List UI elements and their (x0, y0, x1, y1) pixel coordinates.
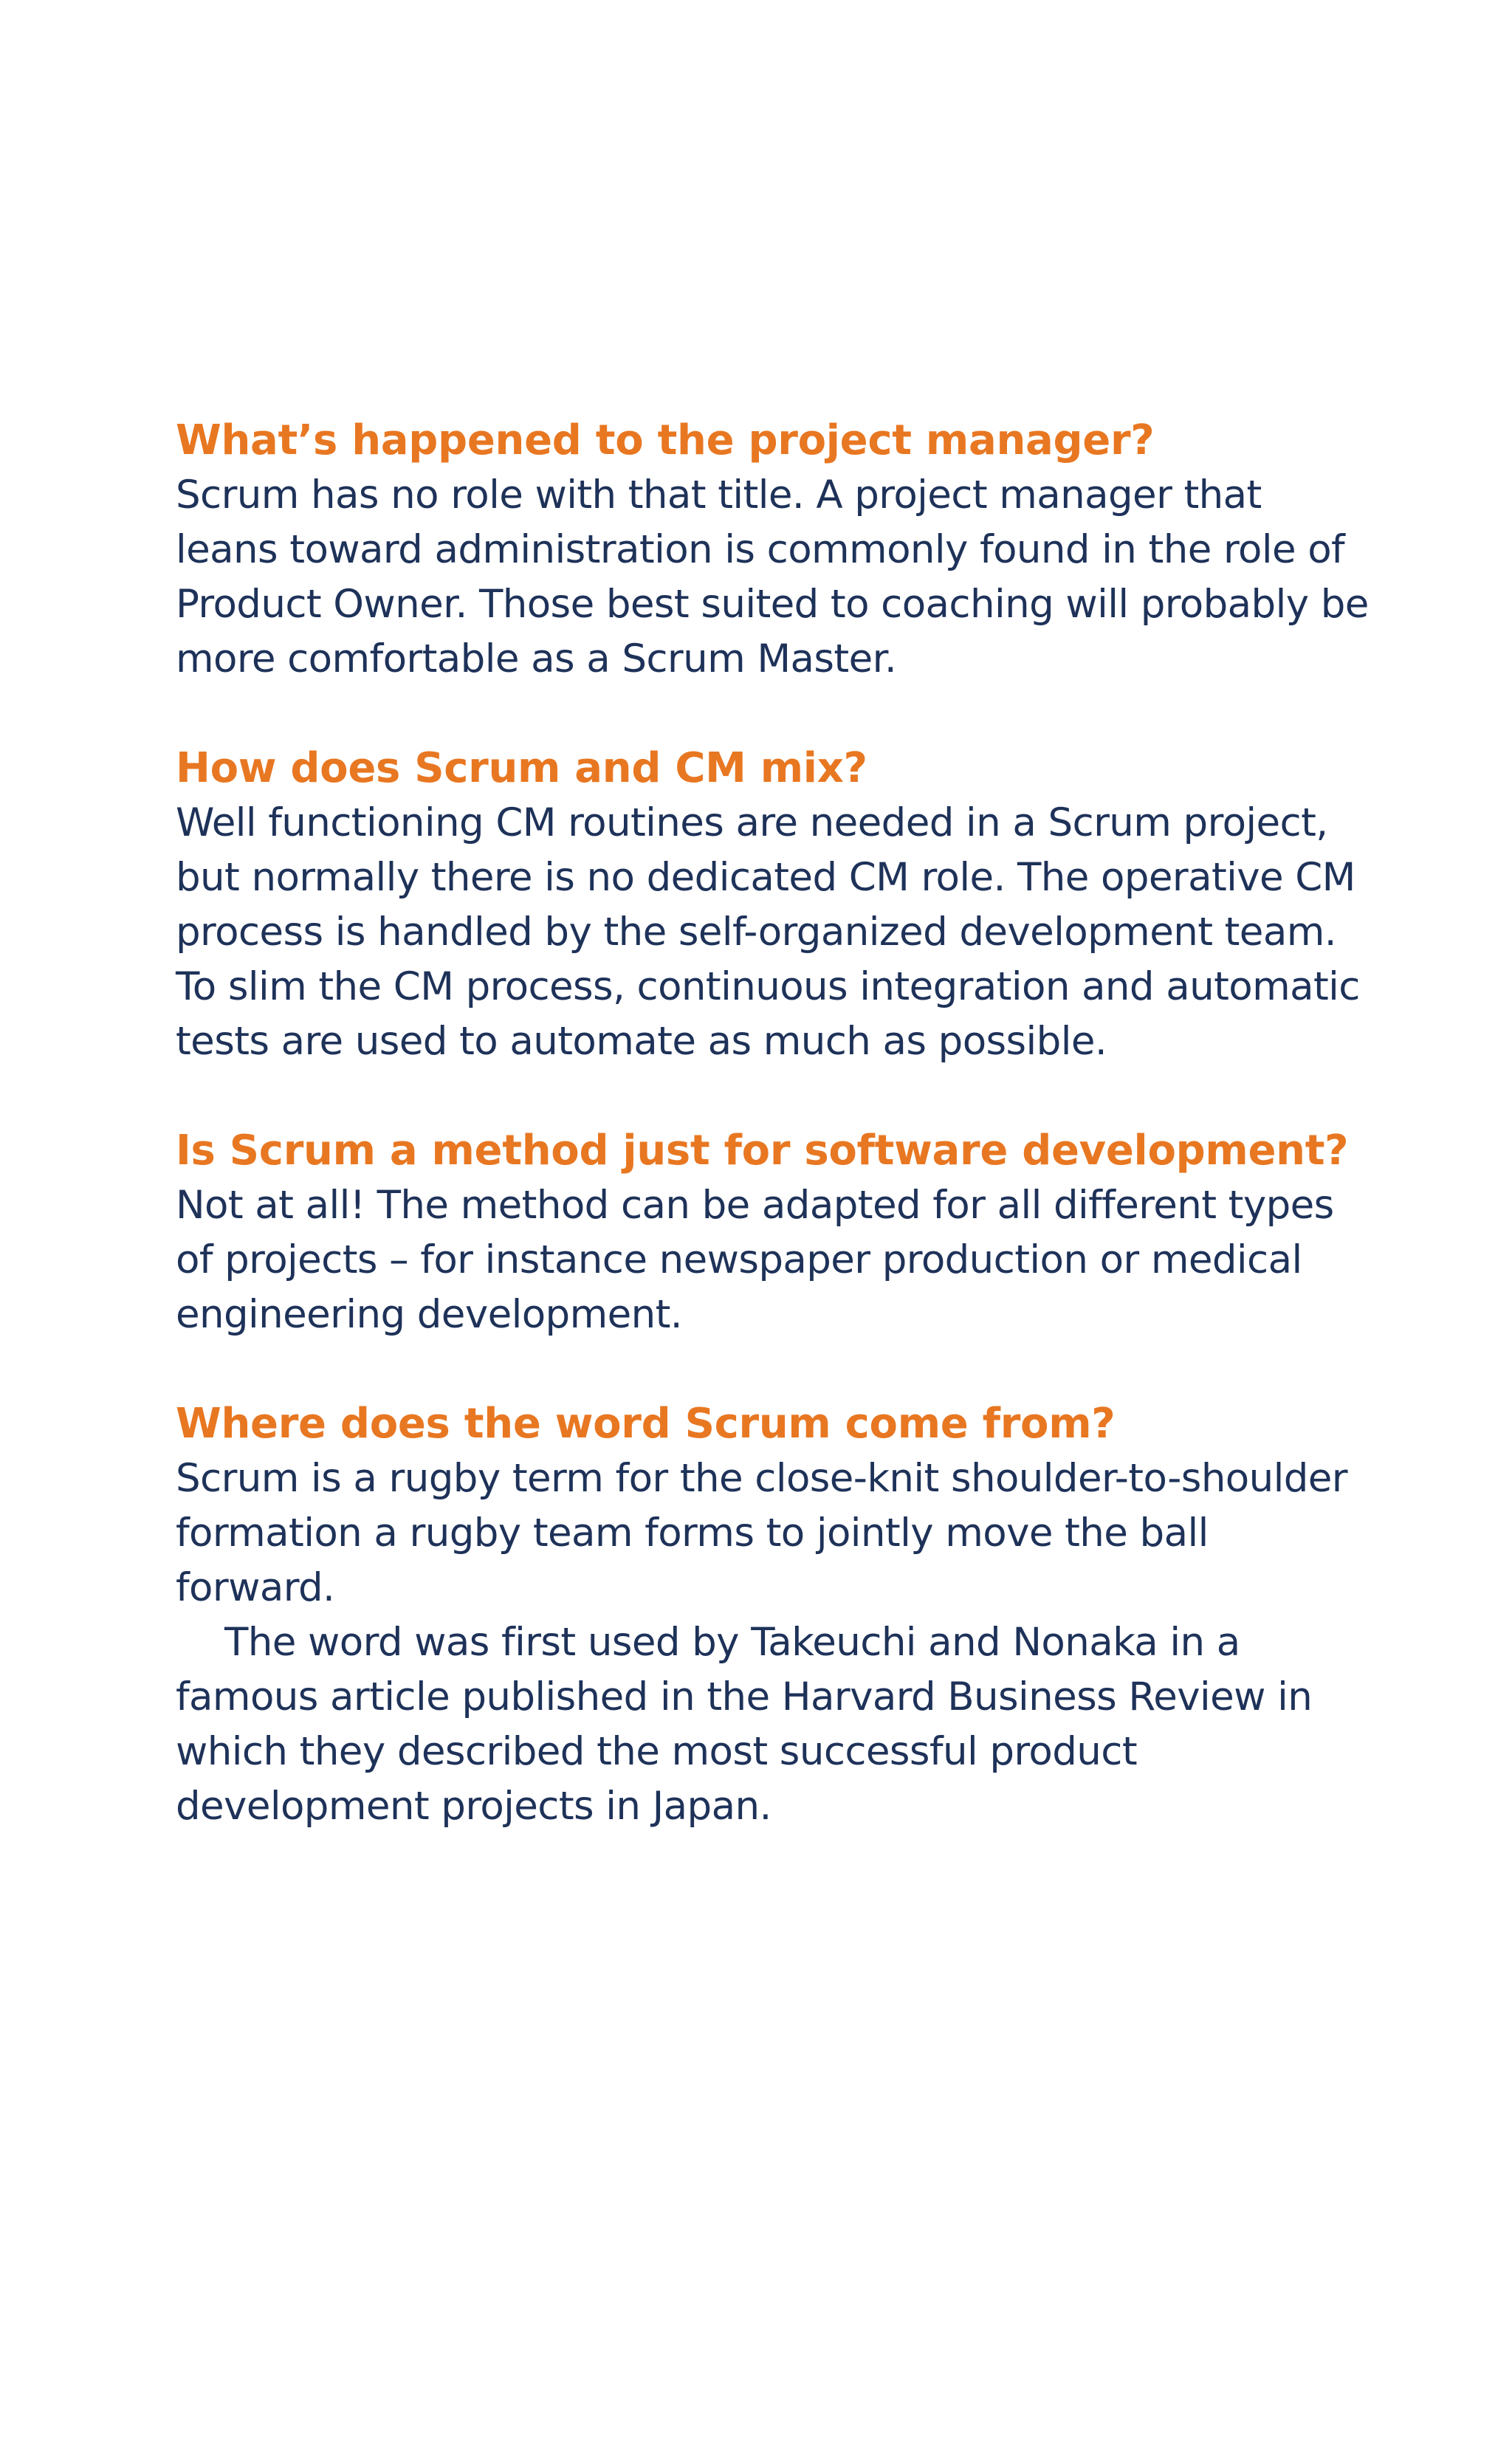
faq-answer (176, 468, 1372, 687)
faq-answer-paragraph: Not at all! The method can be adapted for all different types of projects – for instance newspaper production or medical engineering development. (176, 1183, 1334, 1337)
faq-question: How does Scrum and CM mix? (176, 744, 867, 792)
faq-answer (176, 1451, 1372, 1834)
faq-answer (176, 1178, 1372, 1342)
faq-question: Where does the word Scrum come from? (176, 1400, 1116, 1448)
faq-question: What’s happened to the project manager? (176, 416, 1155, 464)
faq-answer-paragraph: Scrum is a rugby term for the close-knit shoulder-to-shoulder formation a rugby team forms to jointly move the ball forward. (176, 1456, 1347, 1610)
faq-item-scrum-cm (176, 741, 1372, 1069)
faq-item-project-manager (176, 413, 1372, 687)
faq-item-word-origin (176, 1397, 1372, 1834)
faq-answer-paragraph: Well functioning CM routines are needed in a Scrum project, but normally there is no dedicated CM role. The operative CM process is handled by the self-organized development team. To slim the CM process, continuous integration and automatic tests are used to automate as much as possible. (176, 800, 1360, 1064)
faq-answer-paragraph: The word was first used by Takeuchi and Nonaka in a famous article published in the Harvard Business Review in which they described the most successful product development projects in Japan. (176, 1620, 1313, 1829)
faq-answer-paragraph: Scrum has no role with that title. A project manager that leans toward administration is commonly found in the role of Product Owner. Those best suited to coaching will probably be more comfortable as a Scrum Master. (176, 473, 1369, 681)
faq-answer (176, 796, 1372, 1069)
faq-page (176, 413, 1372, 1889)
faq-item-software-only (176, 1124, 1372, 1342)
faq-question: Is Scrum a method just for software development? (176, 1127, 1349, 1175)
